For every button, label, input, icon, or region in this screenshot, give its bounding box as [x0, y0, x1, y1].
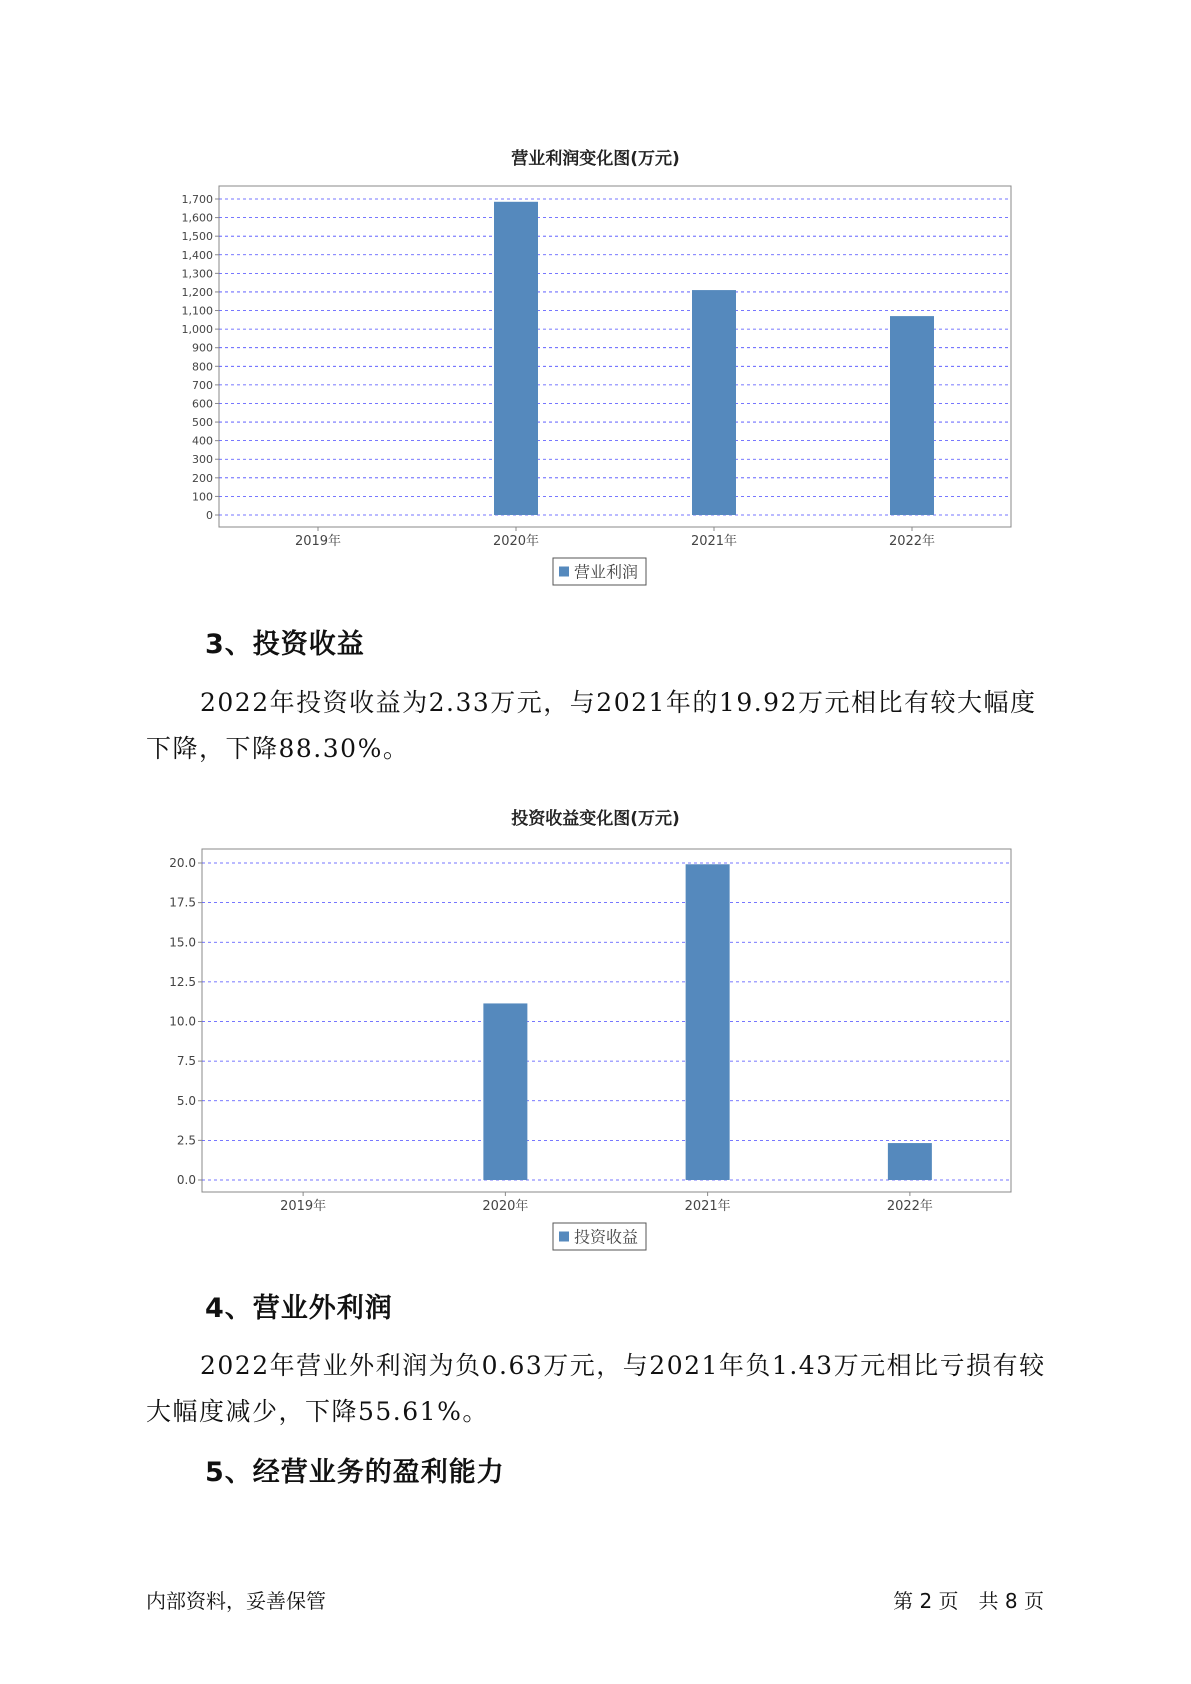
y-tick-label: 0.0 — [176, 1173, 196, 1187]
y-tick-label: 1,700 — [181, 193, 213, 206]
y-tick-label: 300 — [192, 453, 213, 467]
bar-2020年 — [494, 202, 538, 515]
y-tick-label: 12.5 — [169, 974, 196, 989]
y-tick-label: 800 — [192, 360, 213, 374]
section-heading-investment-income: 3、投资收益 — [205, 629, 365, 660]
footer-confidential-note: 内部资料，妥善保管 — [146, 1589, 326, 1613]
y-tick-label: 17.5 — [169, 895, 196, 910]
bar-2021年 — [692, 290, 736, 515]
chart-title-operating-profit: 营业利润变化图(万元) — [511, 149, 680, 169]
bar-2022年 — [890, 316, 934, 515]
y-tick-label: 100 — [192, 490, 213, 504]
y-tick-label: 500 — [192, 416, 213, 430]
investment-income-chart — [0, 838, 1191, 1258]
x-tick-label: 2019年 — [280, 1199, 327, 1214]
y-tick-label: 900 — [192, 341, 213, 355]
section-heading-operating-profitability: 5、经营业务的盈利能力 — [205, 1457, 505, 1488]
y-tick-label: 200 — [192, 471, 213, 485]
chart-title-investment-income: 投资收益变化图(万元) — [511, 809, 680, 829]
y-tick-label: 10.0 — [169, 1014, 196, 1029]
y-tick-label: 1,300 — [181, 267, 213, 281]
legend-swatch — [559, 1232, 569, 1242]
y-tick-label: 1,500 — [181, 230, 213, 244]
y-tick-label: 700 — [192, 378, 213, 392]
bar-2021年 — [686, 864, 730, 1180]
y-tick-label: 1,000 — [181, 323, 213, 337]
paragraph-investment-income: 2022年投资收益为2.33万元，与2021年的19.92万元相比有较大幅度下降，下降88.30%。 — [146, 688, 1037, 763]
x-tick-label: 2021年 — [690, 534, 738, 549]
x-tick-label: 2022年 — [886, 1199, 933, 1214]
y-tick-label: 1,400 — [181, 248, 213, 262]
y-tick-label: 7.5 — [176, 1054, 196, 1069]
bar-2022年 — [888, 1143, 932, 1180]
x-tick-label: 2022年 — [888, 534, 936, 549]
y-tick-label: 1,200 — [181, 285, 213, 299]
paragraph-non-operating-profit: 2022年营业外利润为负0.63万元，与2021年负1.43万元相比亏损有较大幅度减少，下降55.61%。 — [146, 1351, 1046, 1426]
legend-label: 投资收益 — [574, 1227, 639, 1247]
y-tick-label: 1,100 — [181, 304, 213, 318]
y-tick-label: 5.0 — [176, 1093, 196, 1108]
footer-page-number: 第 2 页 共 8 页 — [893, 1589, 1044, 1613]
y-tick-label: 0 — [206, 509, 213, 522]
y-tick-label: 400 — [192, 434, 213, 448]
bar-2020年 — [483, 1003, 527, 1180]
operating-profit-chart — [0, 175, 1191, 595]
section-heading-non-operating-profit: 4、营业外利润 — [205, 1293, 393, 1324]
x-tick-label: 2021年 — [684, 1199, 731, 1214]
y-tick-label: 600 — [192, 397, 213, 411]
legend-label: 营业利润 — [574, 562, 639, 582]
y-tick-label: 20.0 — [169, 856, 196, 870]
y-tick-label: 2.5 — [176, 1133, 196, 1148]
y-tick-label: 15.0 — [169, 935, 196, 950]
x-tick-label: 2019年 — [294, 534, 342, 549]
x-tick-label: 2020年 — [492, 534, 540, 549]
legend-swatch — [559, 567, 569, 577]
x-tick-label: 2020年 — [482, 1199, 529, 1214]
y-tick-label: 1,600 — [181, 211, 213, 225]
